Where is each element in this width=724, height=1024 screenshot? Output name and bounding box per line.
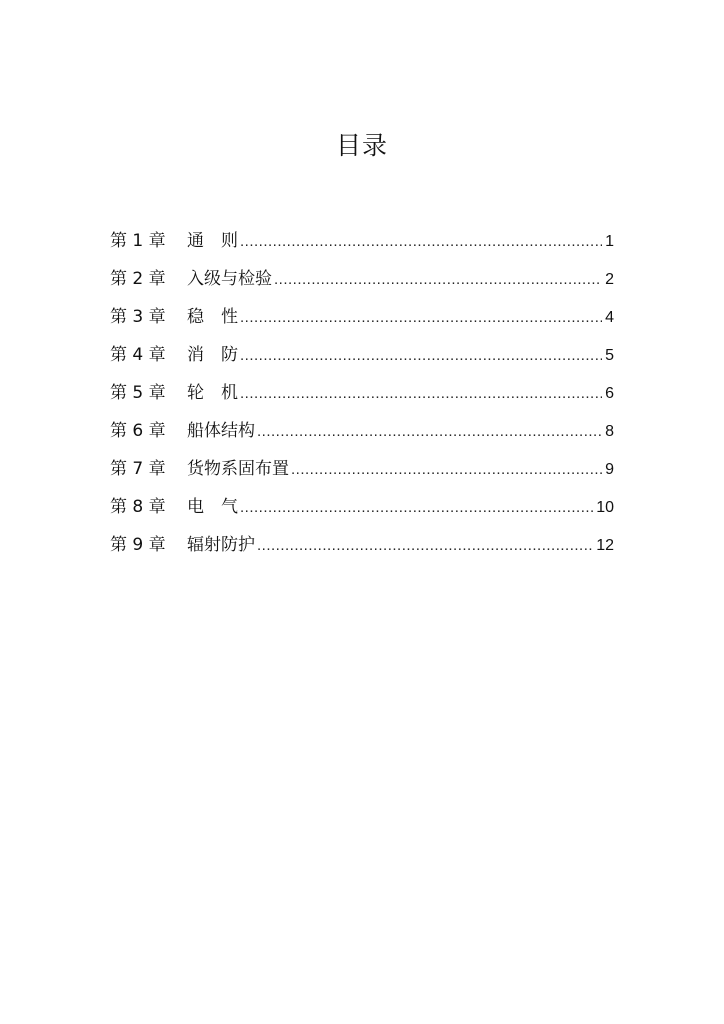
toc-chapter-title: 通 则 bbox=[187, 231, 238, 251]
toc-chapter-label: 第 3 章 bbox=[110, 307, 166, 327]
toc-chapter-label: 第 5 章 bbox=[110, 383, 166, 403]
toc-page-number: 4 bbox=[605, 309, 614, 326]
toc-dot-leader bbox=[240, 309, 602, 326]
toc-entry-1[interactable] bbox=[110, 226, 614, 264]
toc-entry-5[interactable] bbox=[110, 378, 614, 416]
toc-entry-3[interactable] bbox=[110, 302, 614, 340]
toc-page-number: 9 bbox=[605, 461, 614, 478]
toc-entry-4[interactable] bbox=[110, 340, 614, 378]
toc-chapter-title: 入级与检验 bbox=[187, 269, 272, 289]
toc-chapter-title: 辐射防护 bbox=[187, 535, 255, 555]
toc-chapter-label: 第 9 章 bbox=[110, 535, 166, 555]
toc-dot-leader bbox=[257, 423, 602, 440]
toc-page-number: 8 bbox=[605, 423, 614, 440]
toc-entry-6[interactable] bbox=[110, 416, 614, 454]
table-of-contents bbox=[110, 226, 614, 568]
toc-chapter-title: 轮 机 bbox=[187, 383, 238, 403]
toc-chapter-label: 第 1 章 bbox=[110, 231, 166, 251]
toc-entry-8[interactable] bbox=[110, 492, 614, 530]
toc-dot-leader bbox=[274, 271, 602, 288]
toc-page-number: 5 bbox=[605, 347, 614, 364]
page-title: 目录 bbox=[335, 131, 388, 160]
toc-chapter-label: 第 7 章 bbox=[110, 459, 166, 479]
toc-chapter-title: 稳 性 bbox=[187, 307, 238, 327]
toc-entry-2[interactable] bbox=[110, 264, 614, 302]
toc-chapter-title: 电 气 bbox=[187, 497, 238, 517]
toc-chapter-title: 消 防 bbox=[187, 345, 238, 365]
toc-chapter-label: 第 8 章 bbox=[110, 497, 166, 517]
toc-entry-7[interactable] bbox=[110, 454, 614, 492]
toc-page-number: 2 bbox=[605, 271, 614, 288]
toc-dot-leader bbox=[240, 233, 602, 250]
toc-chapter-label: 第 6 章 bbox=[110, 421, 166, 441]
toc-dot-leader bbox=[257, 537, 593, 554]
toc-chapter-label: 第 4 章 bbox=[110, 345, 166, 365]
toc-entry-9[interactable] bbox=[110, 530, 614, 568]
toc-dot-leader bbox=[240, 385, 602, 402]
toc-chapter-title: 货物系固布置 bbox=[187, 459, 289, 479]
toc-dot-leader bbox=[291, 461, 602, 478]
toc-page-number: 12 bbox=[596, 537, 614, 554]
toc-page-number: 1 bbox=[605, 233, 614, 250]
toc-dot-leader bbox=[240, 347, 602, 364]
toc-chapter-label: 第 2 章 bbox=[110, 269, 166, 289]
toc-page-number: 10 bbox=[596, 499, 614, 516]
toc-chapter-title: 船体结构 bbox=[187, 421, 255, 441]
toc-dot-leader bbox=[240, 499, 593, 516]
toc-page-number: 6 bbox=[605, 385, 614, 402]
